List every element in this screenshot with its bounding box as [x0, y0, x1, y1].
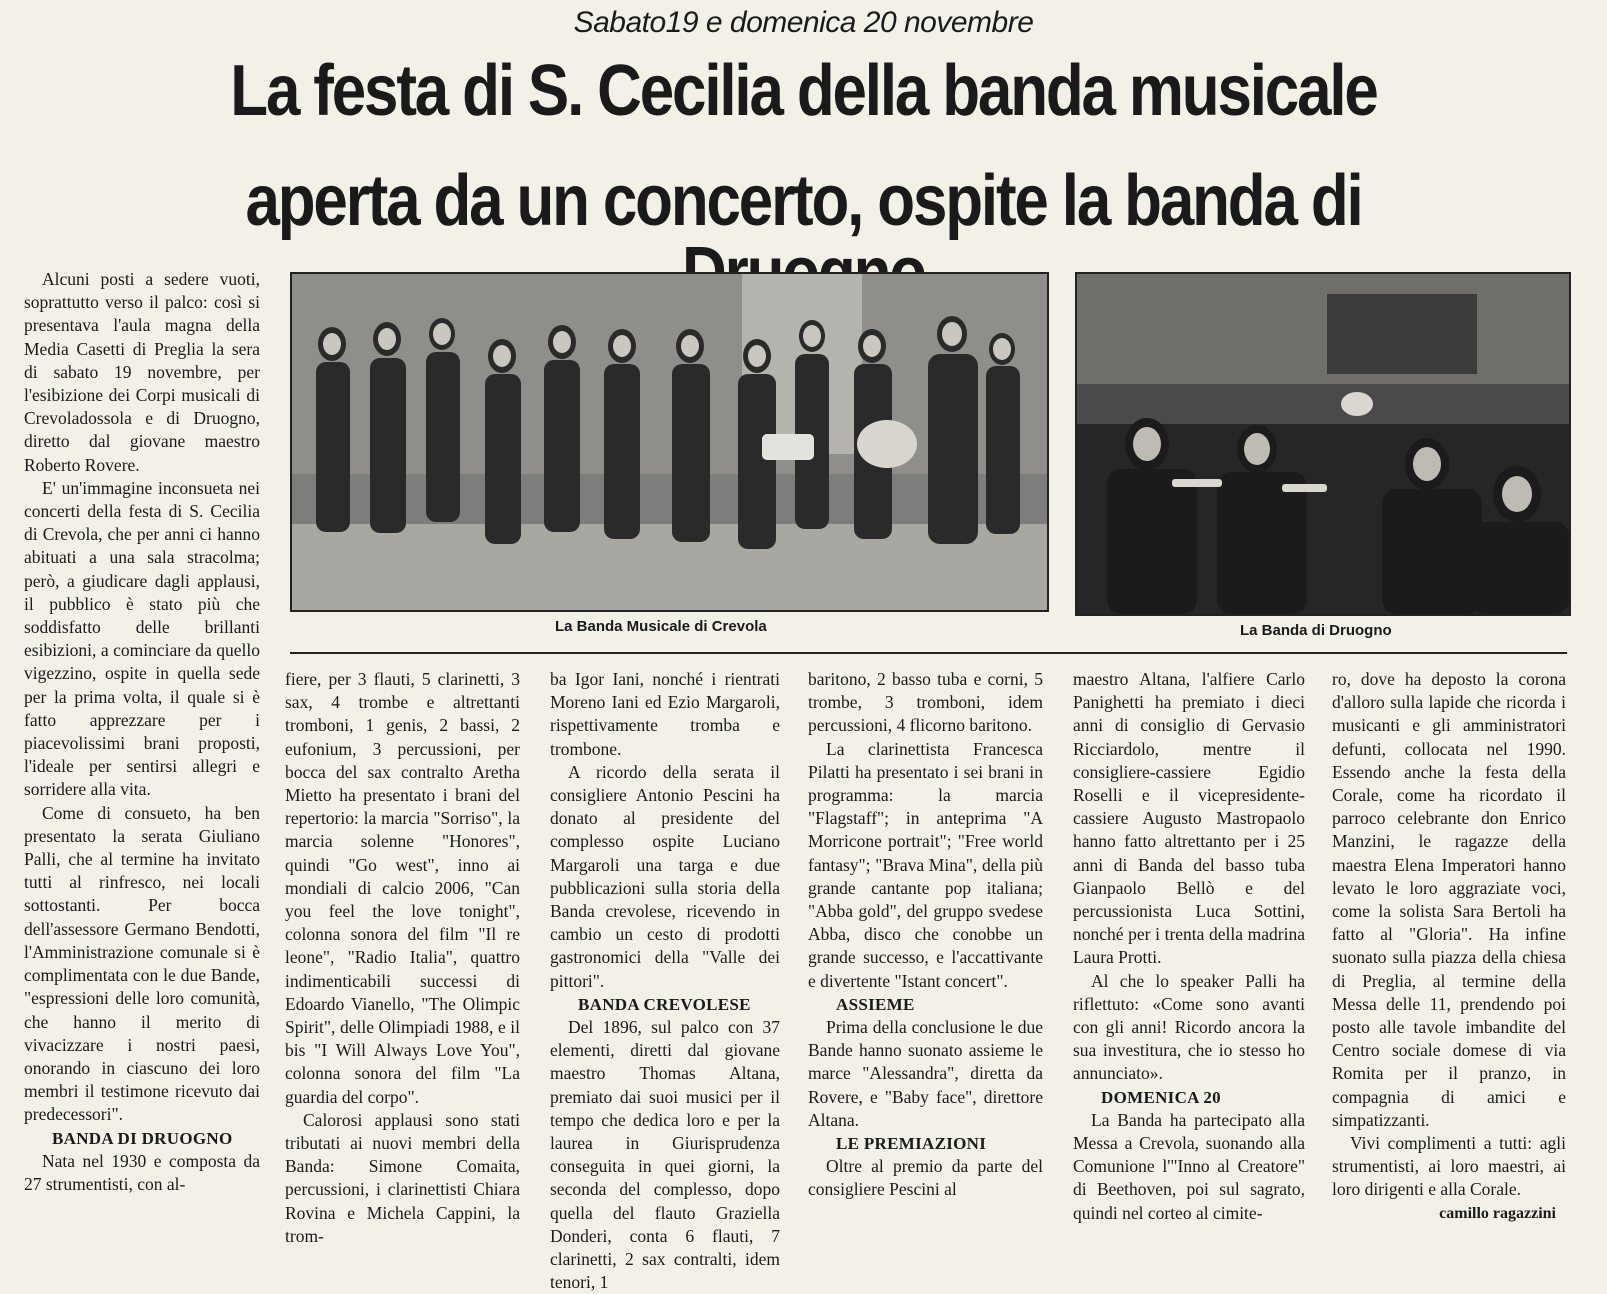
paragraph: baritono, 2 basso tuba e corni, 5 trombe, 3 tromboni, idem percussioni, 4 flicorno baritono. [808, 669, 1043, 736]
band-playing-illustration [1077, 274, 1569, 614]
photo-crevola-band [290, 272, 1049, 612]
paragraph: ro, dove ha deposto la corona d'alloro sulla lapide che ricorda i musicanti e gli amministratori defunti, collocata nel 1990. Essendo anche la festa della Corale, come ha ricordato il parroco celebrante don Enrico Manzini, le ragazze della maestra Elena Imperatori hanno levato le loro aggraziate voci, come la solista Sara Bertoli ha fatto al "Gloria". Ha infine suonato sulla piazza della chiesa di Preglia, al termine della Messa delle 11, prendendo poi posto alle tavole imbandite del Centro sociale domese di via Romita per il pranzo, in compagnia di amici e simpatizzanti. [1332, 669, 1566, 1130]
article-kicker: Sabato19 e domenica 20 novembre [573, 6, 1034, 39]
paragraph: Calorosi applausi sono stati tributati ai nuovi membri della Banda: Simone Comaita, percussioni, i clarinettisti Chiara Rovina e Michela Cappini, la trom- [285, 1109, 520, 1246]
subheading: BANDA DI DRUOGNO [52, 1128, 233, 1148]
article-column-6 [1332, 668, 1566, 1236]
paragraph: Del 1896, sul palco con 37 elementi, diretti dal giovane maestro Thomas Altana, premiato dai suoi musici per il tempo che dedica loro e per la laurea in Giurisprudenza conseguita in quei giorni, la seconda del complesso, dopo quella del flauto Graziella Donderi, conta 6 flauti, 7 clarinetti, 2 sax contralti, idem tenori, 1 [550, 1017, 780, 1293]
article-column-1 [24, 268, 260, 1236]
paragraph: fiere, per 3 flauti, 5 clarinetti, 3 sax, 4 trombe e altrettanti tromboni, 1 genis, 2 bassi, 2 eufonium, 3 percussioni, per bocca del sax contralto Aretha Mietto ha presentato i brani del repertorio: la marcia "Sorriso", la marcia solenne "Honores", quindi "Go west", inno ai mondiali di calcio 2006, "Can you feel the love tonight", colonna sonora del film "Il re leone", "Radio Italia", quattro indimenticabili successi di Edoardo Vianello, "The Olimpic Spirit", delle Olimpiadi 1988, e il bis "I Will Always Love You", colonna sonora del film "La guardia del corpo". [285, 669, 520, 1107]
paragraph: Vivi complimenti a tutti: agli strumentisti, ai loro maestri, ai loro dirigenti e alla Corale. [1332, 1133, 1566, 1200]
subheading: BANDA CREVOLESE [578, 994, 751, 1014]
paragraph: La Banda ha partecipato alla Messa a Crevola, suonando alla Comunione l'"Inno al Creatore" di Beethoven, poi sul sagrato, quindi nel corteo al cimite- [1073, 1109, 1305, 1223]
article-column-5 [1073, 668, 1305, 1236]
headline-line-2: aperta da un concerto, ospite la banda di [245, 161, 1362, 241]
paragraph: La clarinettista Francesca Pilatti ha presentato i sei brani in programma: la marcia "Flagstaff"; in anteprima "A Morricone portrait"; "Free world fantasy"; "Brava Mina", della più grande cantante pop italiana; "Abba gold", del gruppo svedese Abba, disco che conobbe un grande successo, e l'accattivante e divertente "Istant concert". [808, 738, 1043, 991]
photo-caption-druogno: La Banda di Druogno [1240, 622, 1392, 639]
paragraph: maestro Altana, l'alfiere Carlo Panighetti ha premiato i dieci anni di consiglio di Gervasio Ricciardolo, mentre il consigliere-cassiere Egidio Roselli e il vicepresidente-cassiere Augusto Mastropaolo hanno fatto altrettanto per i 25 anni di Banda del basso tuba Gianpaolo Bellò e del percussionista Luca Sottini, nonché per i trenta della madrina Laura Protti. [1073, 669, 1305, 968]
band-group-illustration [292, 274, 1047, 610]
paragraph: Alcuni posti a sedere vuoti, soprattutto verso il palco: così si presentava l'aula magna della Media Casetti di Preglia la sera di sabato 19 novembre, per l'esibizione dei Corpi musicali di Crevoladossola e di Druogno, diretto dal giovane maestro Roberto Rovere. [24, 269, 260, 475]
article-column-3 [550, 668, 780, 1293]
paragraph: Nata nel 1930 e composta da 27 strumentisti, con al- [24, 1150, 260, 1194]
article-column-2 [285, 668, 520, 1246]
author-signature: camillo ragazzini [1439, 1204, 1556, 1222]
article-column-4 [808, 668, 1043, 1236]
paragraph: Come di consueto, ha ben presentato la serata Giuliano Palli, che al termine ha invitato tutti al rinfresco, nei locali sottostanti. Per bocca dell'assessore Germano Bendotti, l'Amministrazione comunale si è complimentata con le due Bande, "espressioni delle loro comunità, che hanno il merito di vivacizzare i nostri paesi, onorando in ciascuno dei loro membri il testimone ricevuto dai predecessori". [24, 802, 260, 1125]
paragraph: E' un'immagine inconsueta nei concerti della festa di S. Cecilia di Crevola, che per anni ci hanno abituati a una sala stracolma; però, a giudicare dagli applausi, il pubblico è stato più che soddisfatto delle brillanti esibizioni, a cominciare da quello vigezzino, ospite in quella sede per la prima volta, il quale si è fatto apprezzare per i piacevolissimi brani proposti, l'ideale per sentirsi allegri e sorridere alla vita. [24, 477, 260, 800]
subheading: LE PREMIAZIONI [836, 1134, 987, 1154]
paragraph: Al che lo speaker Palli ha riflettuto: «Come sono avanti con gli anni! Ricordo ancora la sua investitura, che io stesso ho annunciato». [1073, 970, 1305, 1084]
photo-caption-crevola: La Banda Musicale di Crevola [555, 618, 767, 635]
paragraph: Prima della conclusione le due Bande hanno suonato assieme le marce "Alessandra", diretta da Rovere, e "Baby face", direttore Altana. [808, 1017, 1043, 1130]
photo-druogno-band [1075, 272, 1571, 616]
subheading: ASSIEME [836, 994, 915, 1014]
subheading: DOMENICA 20 [1101, 1087, 1221, 1107]
paragraph: ba Igor Iani, nonché i rientrati Moreno Iani ed Ezio Margaroli, rispettivamente tromba e trombone. [550, 669, 780, 759]
paragraph: Oltre al premio da parte del consigliere Pescini al [808, 1156, 1043, 1200]
paragraph: A ricordo della serata il consigliere Antonio Pescini ha donato al presidente del complesso ospite Luciano Margaroli una targa e due pubblicazioni sulla storia della Banda crevolese, ricevendo in cambio un cesto di prodotti gastronomici della "Valle dei pittori". [550, 761, 780, 991]
headline-line-1: La festa di S. Cecilia della banda musicale [230, 51, 1377, 131]
section-divider [290, 652, 1567, 654]
